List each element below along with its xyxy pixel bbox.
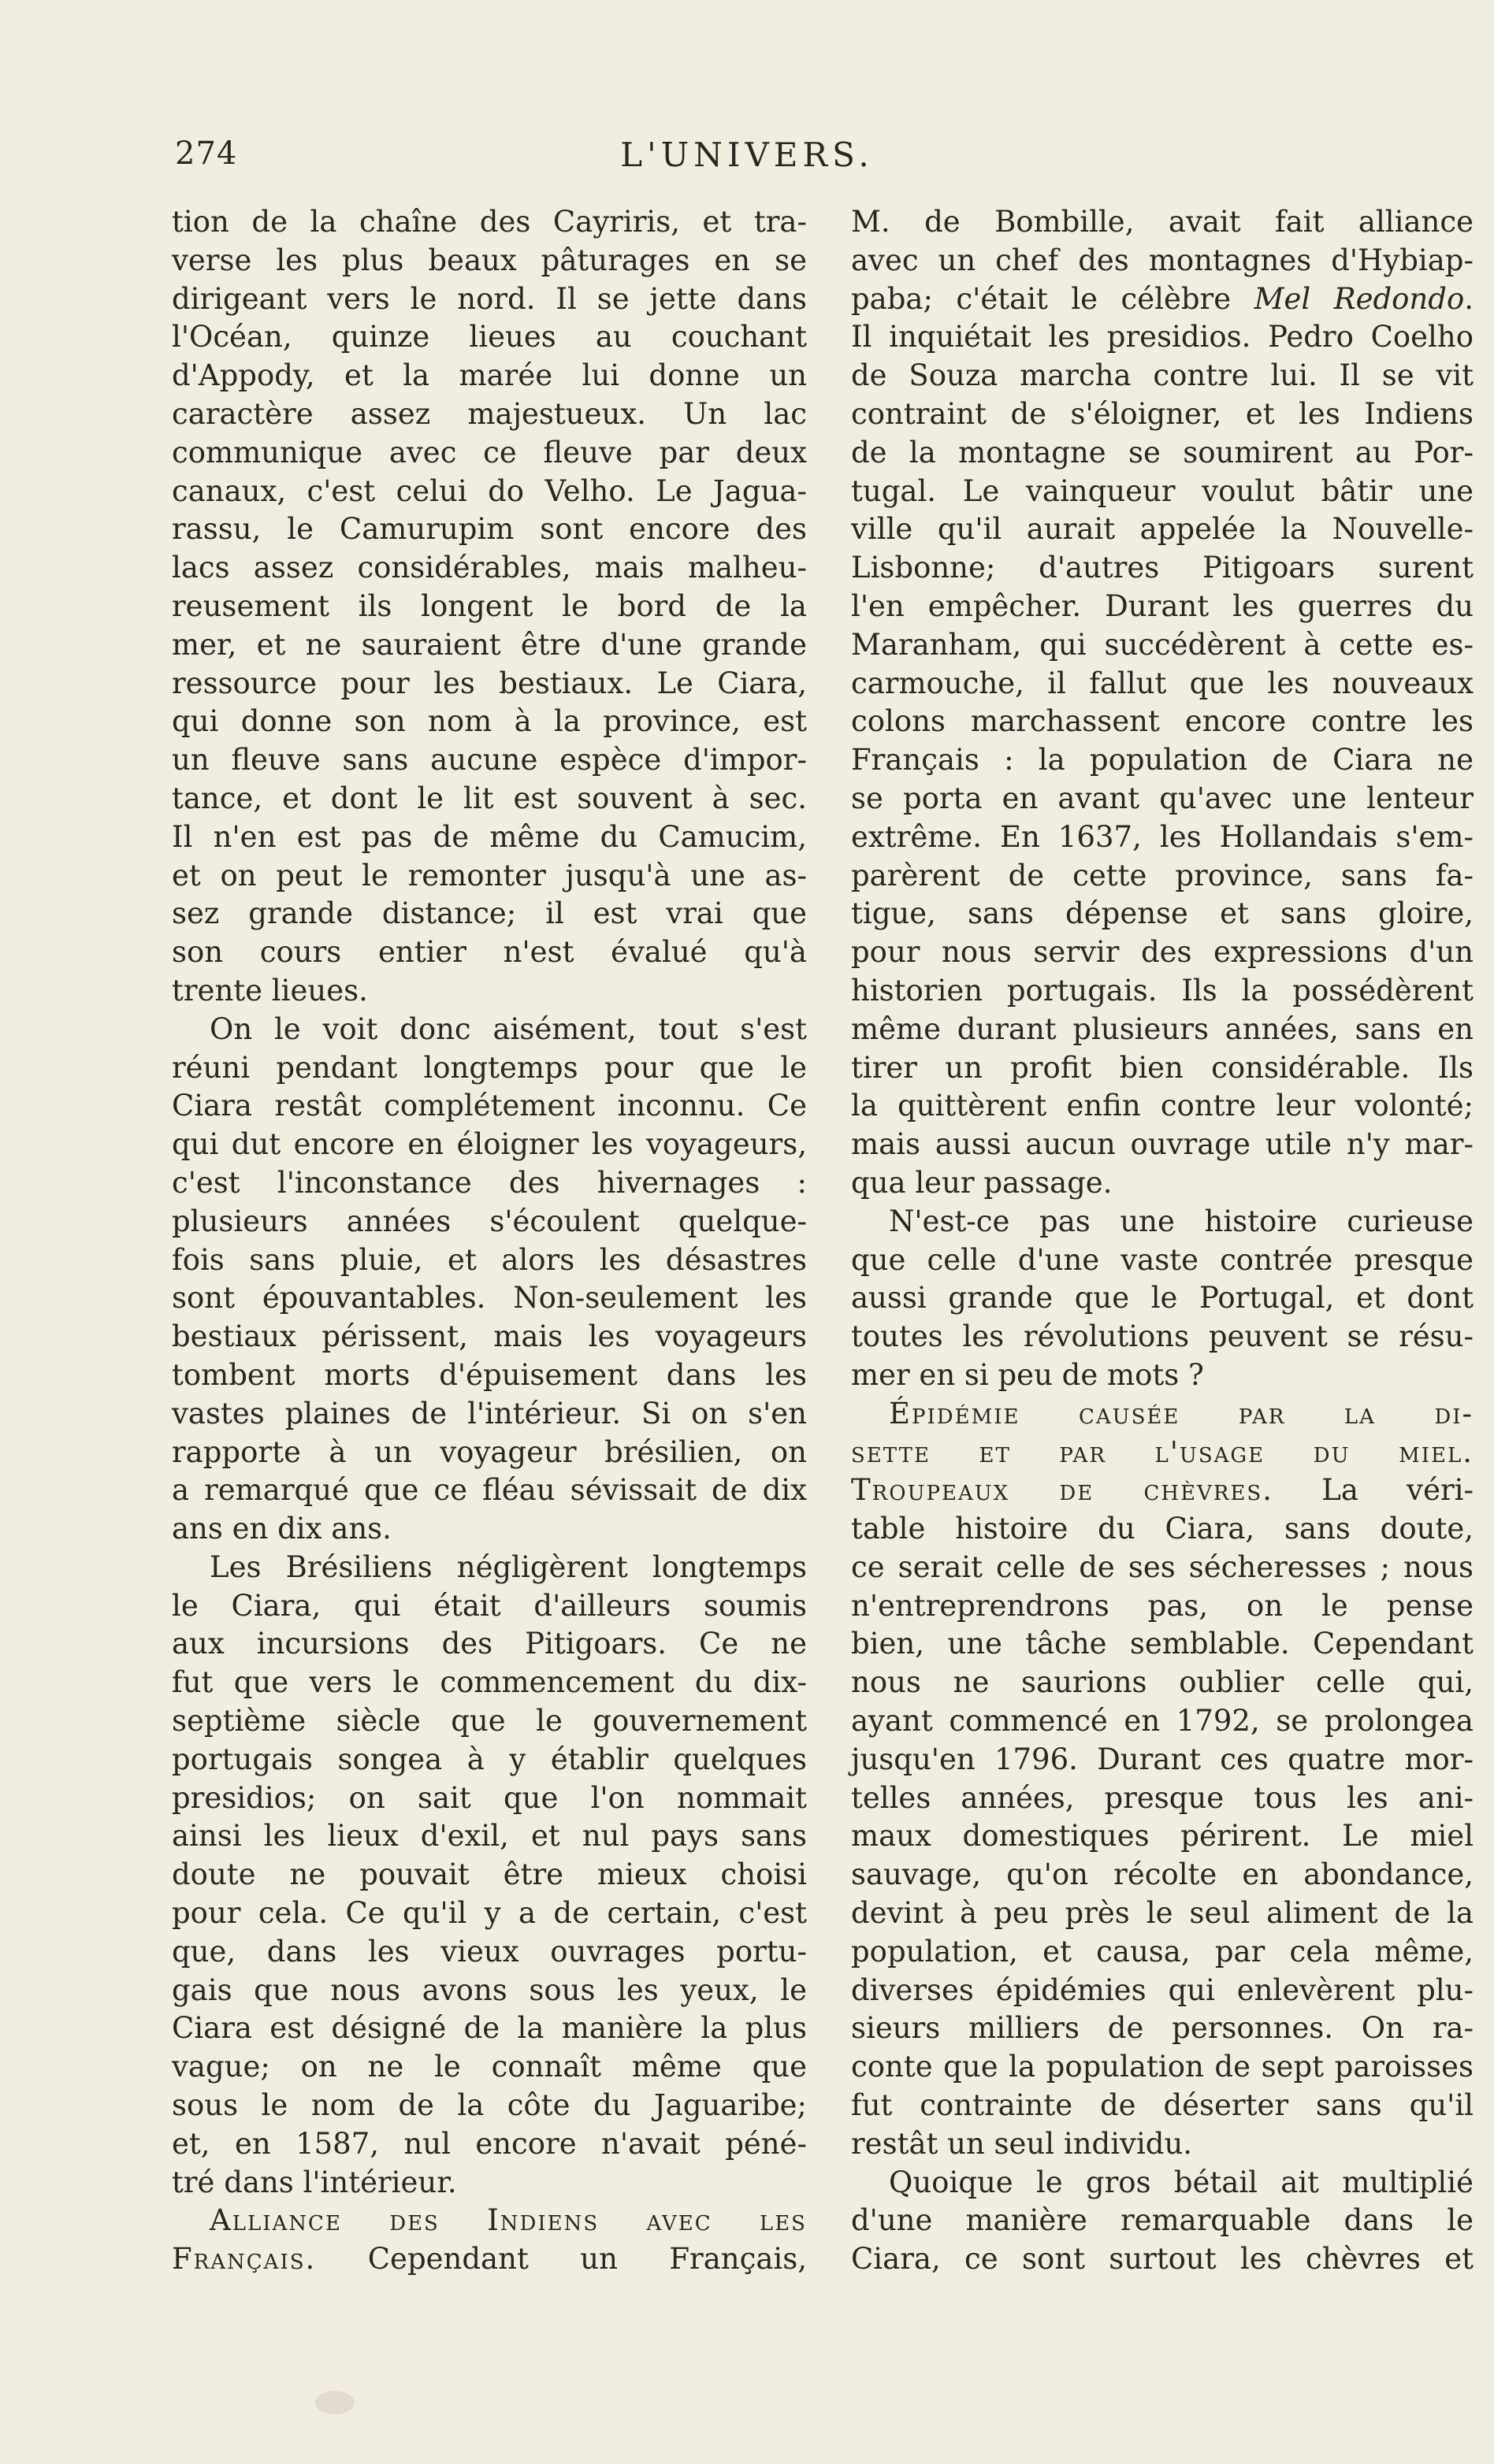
text-line: fois sans pluie, et alors les désastres: [172, 1242, 807, 1277]
text-line: tirer un profit bien considérable. Ils: [851, 1050, 1474, 1085]
text-line: la quittèrent enfin contre leur volonté;: [851, 1089, 1474, 1123]
text-line: Ciara est désigné de la manière la plus: [172, 2011, 807, 2046]
text-line: ville qu'il aurait appelée la Nouvelle-: [851, 512, 1474, 547]
text-line: restât un seul individu.: [851, 2126, 1193, 2161]
text-line: plusieurs années s'écoulent quelque-: [172, 1204, 807, 1238]
text-line: portugais songea à y établir quelques: [172, 1742, 807, 1776]
text-line: vague; on ne le connaît même que: [172, 2050, 807, 2084]
text-line: n'entreprendrons pas, on le pense: [851, 1588, 1474, 1623]
text-line: caractère assez majestueux. Un lac: [172, 396, 807, 431]
text-line: avec un chef des montagnes d'Hybiap-: [851, 243, 1474, 277]
text-line: conte que la population de sept paroisses: [851, 2050, 1474, 2084]
text-line: Français : la population de Ciara ne: [851, 743, 1474, 777]
text-line: tigue, sans dépense et sans gloire,: [851, 896, 1474, 931]
text-line: se porta en avant qu'avec une lenteur: [851, 781, 1474, 815]
section-heading: Troupeaux de chèvres.: [851, 1473, 1273, 1508]
text-line: canaux, c'est celui do Velho. Le Jagua-: [172, 473, 807, 508]
text-line: rassu, le Camurupim sont encore des: [172, 512, 807, 547]
text-line: d'une manière remarquable dans le: [851, 2203, 1474, 2238]
text-line: Il n'en est pas de même du Camucim,: [172, 819, 807, 854]
text-line: vastes plaines de l'intérieur. Si on s'en: [172, 1396, 807, 1431]
text-line: maux domestiques périrent. Le miel: [851, 1819, 1474, 1854]
text-line: Quoique le gros bétail ait multiplié: [889, 2165, 1474, 2199]
text-run: .: [1464, 281, 1474, 316]
paper-smudge: [315, 2391, 355, 2414]
text-line: un fleuve sans aucune espèce d'impor-: [172, 743, 807, 777]
text-line: Ciara restât complétement inconnu. Ce: [172, 1089, 807, 1123]
text-line: tré dans l'intérieur.: [172, 2165, 457, 2199]
text-line: reusement ils longent le bord de la: [172, 588, 807, 623]
section-heading: sette et par l'usage du miel.: [851, 1434, 1474, 1469]
text-line: [172, 2240, 807, 2279]
text-line: [851, 1395, 1474, 1434]
text-line: parèrent de cette province, sans fa-: [851, 858, 1474, 892]
text-line: rapporte à un voyageur brésilien, on: [172, 1434, 807, 1469]
text-line: gais que nous avons sous les yeux, le: [172, 1972, 807, 2007]
text-line: table histoire du Ciara, sans doute,: [851, 1512, 1474, 1546]
text-line: lacs assez considérables, mais malheu-: [172, 551, 807, 585]
text-line: et on peut le remonter jusqu'à une as-: [172, 858, 807, 892]
text-run: La véri-: [1273, 1473, 1474, 1508]
text-line: ans en dix ans.: [172, 1512, 392, 1546]
text-line: Maranham, qui succédèrent à cette es-: [851, 627, 1474, 662]
section-heading: Alliance des Indiens avec les: [210, 2203, 807, 2238]
text-line: [851, 1471, 1474, 1510]
text-line: tance, et dont le lit est souvent à sec.: [172, 781, 807, 815]
running-title: L'UNIVERS.: [620, 135, 874, 174]
text-line: qua leur passage.: [851, 1165, 1113, 1200]
text-line: d'Appody, et la marée lui donne un: [172, 358, 807, 393]
text-line: ressource pour les bestiaux. Le Ciara,: [172, 666, 807, 700]
text-line: le Ciara, qui était d'ailleurs soumis: [172, 1588, 807, 1623]
text-line: population, et causa, par cela même,: [851, 1934, 1474, 1969]
text-line: de Souza marcha contre lui. Il se vit: [851, 358, 1474, 393]
text-line: aussi grande que le Portugal, et dont: [851, 1281, 1474, 1315]
text-line: mer, et ne sauraient être d'une grande: [172, 627, 807, 662]
text-line: ce serait celle de ses sécheresses ; nous: [851, 1549, 1474, 1584]
text-line: sont épouvantables. Non-seulement les: [172, 1281, 807, 1315]
text-line: devint à peu près le seul aliment de la: [851, 1896, 1474, 1931]
text-line: [172, 2202, 807, 2240]
text-line: colons marchassent encore contre les: [851, 704, 1474, 739]
text-line: doute ne pouvait être mieux choisi: [172, 1857, 807, 1892]
text-line: Ciara, ce sont surtout les chèvres et: [851, 2242, 1474, 2277]
text-line: sieurs milliers de personnes. On ra-: [851, 2011, 1474, 2046]
text-line: qui donne son nom à la province, est: [172, 704, 807, 739]
text-line: sauvage, qu'on récolte en abondance,: [851, 1857, 1474, 1892]
text-line: septième siècle que le gouvernement: [172, 1704, 807, 1739]
text-line: de la montagne se soumirent au Por-: [851, 435, 1474, 469]
text-line: communique avec ce fleuve par deux: [172, 435, 807, 469]
text-line: que, dans les vieux ouvrages portu-: [172, 1934, 807, 1969]
text-line: ainsi les lieux d'exil, et nul pays sans: [172, 1819, 807, 1854]
text-line: Les Brésiliens négligèrent longtemps: [210, 1549, 807, 1584]
italic-name: Mel Redondo: [1254, 281, 1465, 316]
text-line: pour cela. Ce qu'il y a de certain, c'est: [172, 1896, 807, 1931]
text-line: fut que vers le commencement du dix-: [172, 1665, 807, 1700]
text-line: a remarqué que ce fléau sévissait de dix: [172, 1473, 807, 1508]
text-line: [851, 280, 1474, 319]
text-line: c'est l'inconstance des hivernages :: [172, 1165, 807, 1200]
text-line: bien, une tâche semblable. Cependant: [851, 1627, 1474, 1661]
text-line: tugal. Le vainqueur voulut bâtir une: [851, 473, 1474, 508]
text-line: [851, 1434, 1474, 1472]
left-text-column: [172, 203, 807, 2279]
text-line: jusqu'en 1796. Durant ces quatre mor-: [851, 1742, 1474, 1776]
text-line: tion de la chaîne des Cayriris, et tra-: [172, 205, 807, 239]
text-line: son cours entier n'est évalué qu'à: [172, 935, 807, 970]
text-line: telles années, presque tous les ani-: [851, 1780, 1474, 1815]
text-line: que celle d'une vaste contrée presque: [851, 1242, 1474, 1277]
text-line: N'est-ce pas une histoire curieuse: [889, 1204, 1474, 1238]
text-line: nous ne saurions oublier celle qui,: [851, 1665, 1474, 1700]
text-line: extrême. En 1637, les Hollandais s'em-: [851, 819, 1474, 854]
text-run: Cependant un Français,: [316, 2242, 807, 2277]
text-line: toutes les révolutions peuvent se résu-: [851, 1319, 1474, 1354]
text-line: mer en si peu de mots ?: [851, 1357, 1204, 1392]
text-line: verse les plus beaux pâturages en se: [172, 243, 807, 277]
text-line: aux incursions des Pitigoars. Ce ne: [172, 1627, 807, 1661]
text-line: dirigeant vers le nord. Il se jette dans: [172, 281, 807, 316]
section-heading: Épidémie causée par la di-: [889, 1396, 1474, 1431]
text-line: Il inquiétait les presidios. Pedro Coelho: [851, 320, 1474, 354]
text-line: et, en 1587, nul encore n'avait péné-: [172, 2126, 807, 2161]
text-line: diverses épidémies qui enlevèrent plu-: [851, 1972, 1474, 2007]
text-line: Lisbonne; d'autres Pitigoars surent: [851, 551, 1474, 585]
text-line: carmouche, il fallut que les nouveaux: [851, 666, 1474, 700]
text-line: qui dut encore en éloigner les voyageurs,: [172, 1127, 807, 1162]
text-line: On le voit donc aisément, tout s'est: [210, 1011, 807, 1046]
text-line: pour nous servir des expressions d'un: [851, 935, 1474, 970]
text-line: ayant commencé en 1792, se prolongea: [851, 1704, 1474, 1739]
text-line: réuni pendant longtemps pour que le: [172, 1050, 807, 1085]
text-line: l'Océan, quinze lieues au couchant: [172, 320, 807, 354]
text-line: contraint de s'éloigner, et les Indiens: [851, 396, 1474, 431]
text-line: trente lieues.: [172, 973, 368, 1007]
section-heading: Français.: [172, 2242, 317, 2277]
text-line: sez grande distance; il est vrai que: [172, 896, 807, 931]
text-line: l'en empêcher. Durant les guerres du: [851, 588, 1474, 623]
text-line: mais aussi aucun ouvrage utile n'y mar-: [851, 1127, 1474, 1162]
text-line: même durant plusieurs années, sans en: [851, 1011, 1474, 1046]
text-run: paba; c'était le célèbre: [851, 281, 1254, 316]
text-line: presidios; on sait que l'on nommait: [172, 1780, 807, 1815]
text-line: historien portugais. Ils la possédèrent: [851, 973, 1474, 1007]
text-line: fut contrainte de déserter sans qu'il: [851, 2088, 1474, 2123]
text-line: sous le nom de la côte du Jaguaribe;: [172, 2088, 807, 2123]
right-text-column: [851, 203, 1474, 2279]
text-line: bestiaux périssent, mais les voyageurs: [172, 1319, 807, 1354]
text-line: M. de Bombille, avait fait alliance: [851, 205, 1474, 239]
page-number: 274: [175, 135, 238, 172]
text-line: tombent morts d'épuisement dans les: [172, 1357, 807, 1392]
